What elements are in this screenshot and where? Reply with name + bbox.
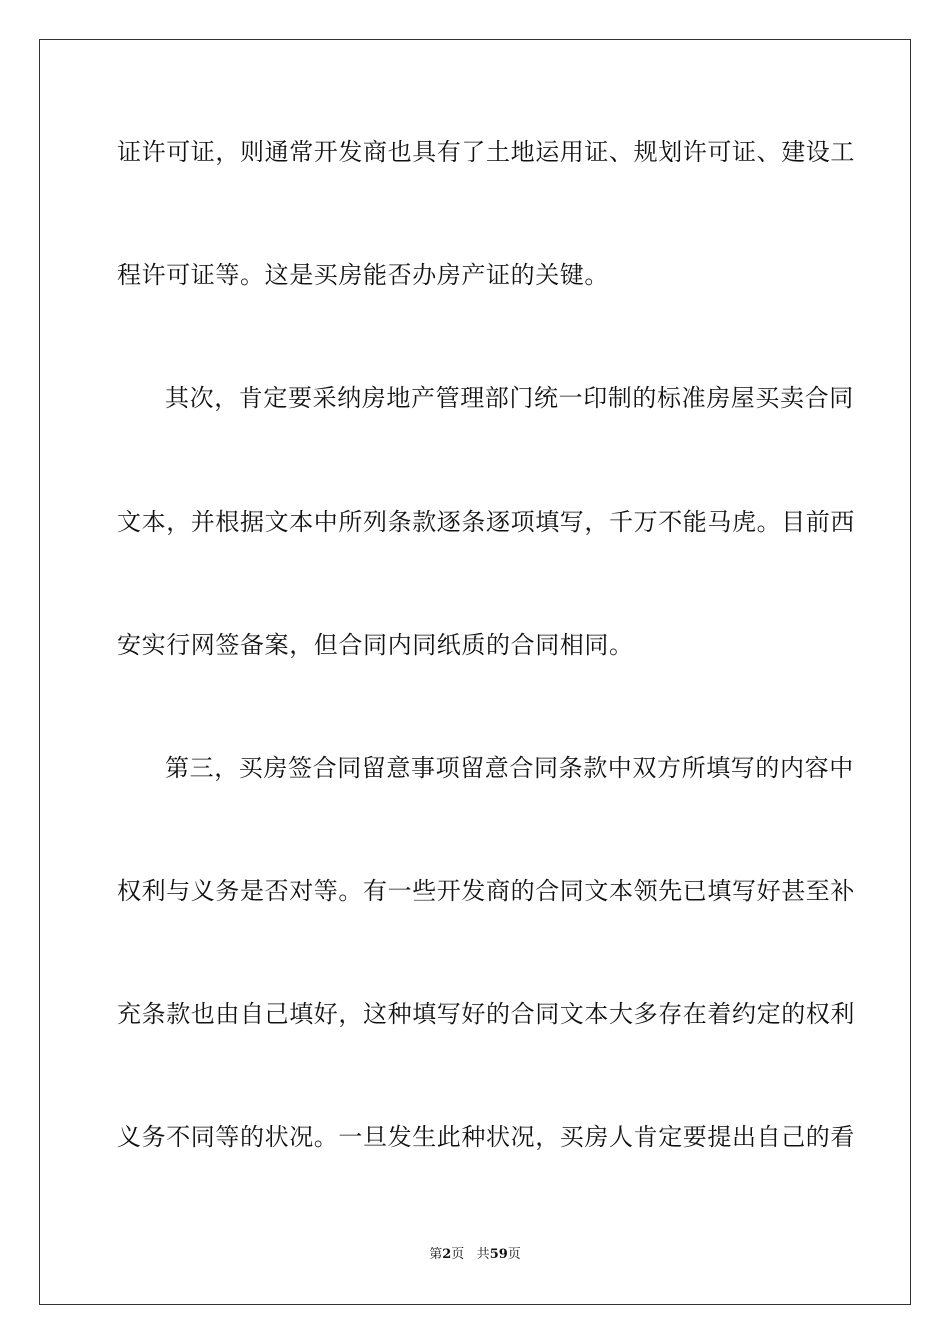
page-border — [39, 39, 911, 1305]
text-line-2: 程许可证等。这是买房能否办房产证的关键。 — [117, 261, 609, 289]
text-line-6: 第三，买房签合同留意事项留意合同条款中双方所填写的内容中 — [165, 754, 854, 782]
text-line-9: 义务不同等的状况。一旦发生此种状况，买房人肯定要提出自己的看 — [117, 1123, 855, 1151]
text-line-7: 权利与义务是否对等。有一些开发商的合同文本领先已填写好甚至补 — [117, 877, 855, 905]
text-line-3: 其次，肯定要采纳房地产管理部门统一印制的标准房屋买卖合同 — [165, 384, 854, 412]
footer-page-prefix: 第 — [429, 1247, 443, 1262]
footer-page-number: 2 — [442, 1247, 452, 1262]
footer-total-pages: 59 — [489, 1247, 508, 1262]
footer-page-suffix: 页 — [451, 1247, 465, 1262]
text-line-5: 安实行网签备案，但合同内同纸质的合同相同。 — [117, 631, 634, 659]
footer-total-prefix: 共 — [476, 1247, 490, 1262]
text-line-4: 文本，并根据文本中所列条款逐条逐项填写，千万不能马虎。目前西 — [117, 508, 855, 536]
page-footer — [0, 1246, 950, 1264]
text-line-8: 充条款也由自己填好，这种填写好的合同文本大多存在着约定的权利 — [117, 1000, 855, 1028]
text-line-1: 证许可证，则通常开发商也具有了土地运用证、规划许可证、建设工 — [117, 138, 855, 166]
footer-total-suffix: 页 — [507, 1247, 521, 1262]
